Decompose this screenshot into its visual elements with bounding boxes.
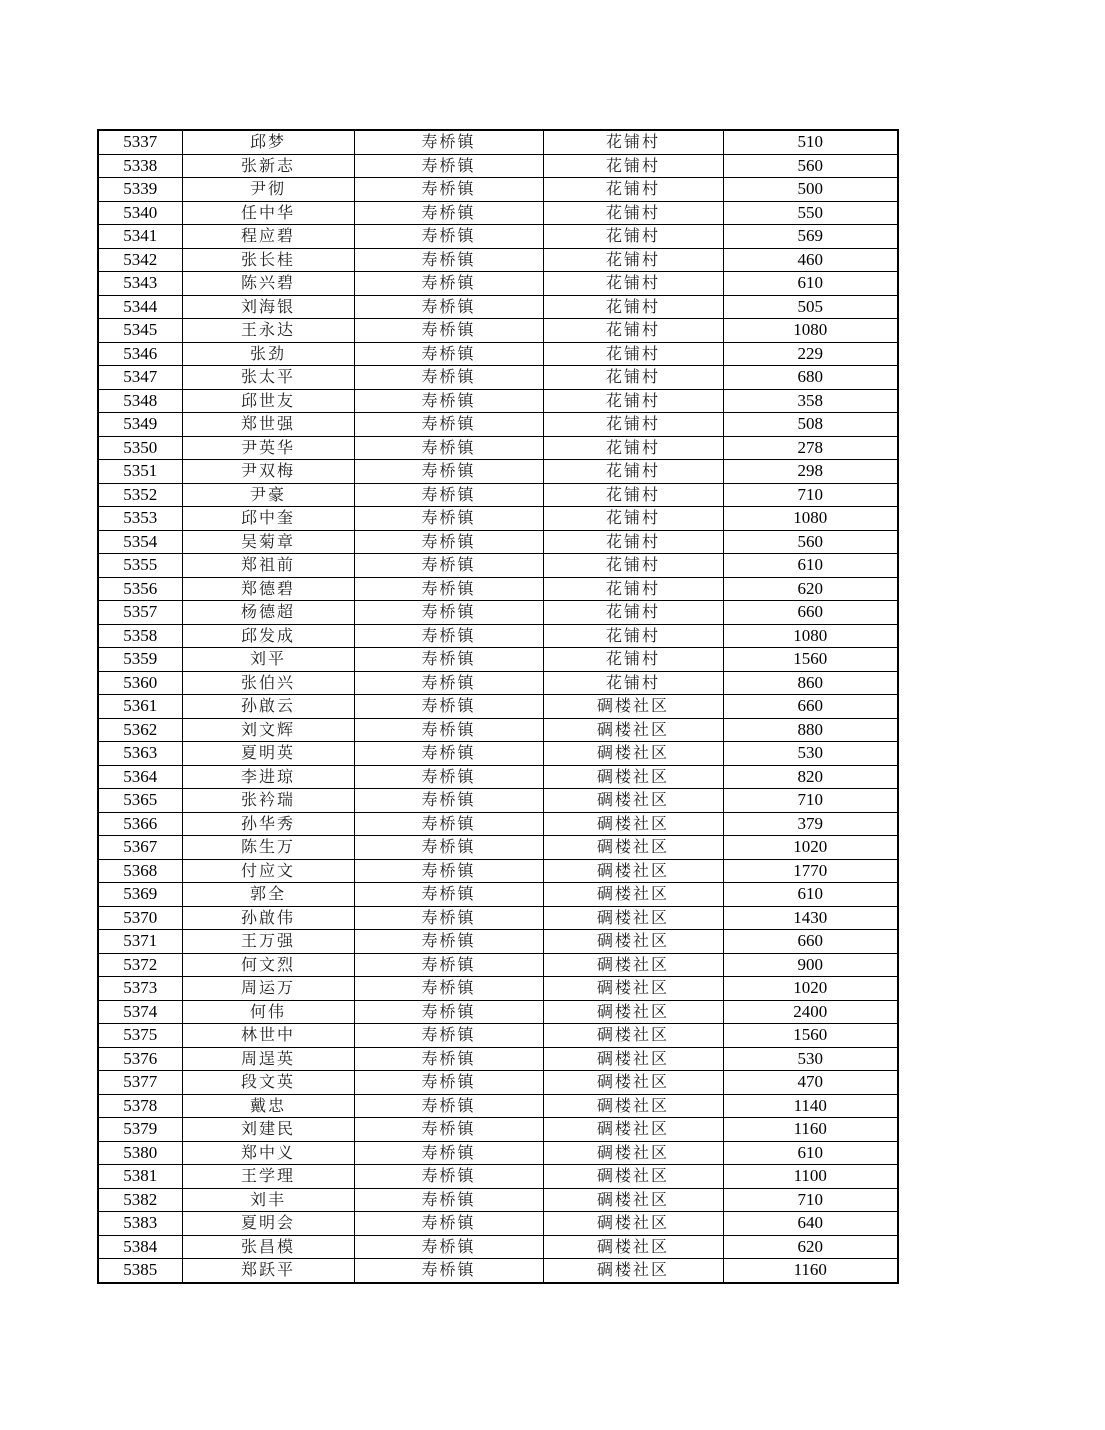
- cell-town: 寿桥镇: [354, 130, 543, 154]
- cell-amount: 620: [723, 577, 898, 601]
- cell-village: 碉楼社区: [543, 812, 723, 836]
- cell-amount: 660: [723, 930, 898, 954]
- table-row: [98, 742, 898, 766]
- cell-name: 郭全: [182, 883, 354, 907]
- cell-id: 5367: [98, 836, 182, 860]
- cell-id: 5385: [98, 1259, 182, 1283]
- table-row: [98, 178, 898, 202]
- cell-name: 孙华秀: [182, 812, 354, 836]
- cell-id: 5366: [98, 812, 182, 836]
- cell-name: 夏明英: [182, 742, 354, 766]
- table-body: [98, 130, 898, 1283]
- cell-village: 碉楼社区: [543, 1212, 723, 1236]
- cell-name: 邱世友: [182, 389, 354, 413]
- cell-amount: 1770: [723, 859, 898, 883]
- cell-amount: 500: [723, 178, 898, 202]
- table-row: [98, 154, 898, 178]
- cell-village: 花铺村: [543, 342, 723, 366]
- cell-amount: 229: [723, 342, 898, 366]
- cell-amount: 710: [723, 789, 898, 813]
- cell-village: 碉楼社区: [543, 765, 723, 789]
- cell-amount: 660: [723, 695, 898, 719]
- table-row: [98, 906, 898, 930]
- cell-village: 碉楼社区: [543, 1071, 723, 1095]
- cell-amount: 510: [723, 130, 898, 154]
- cell-amount: 1140: [723, 1094, 898, 1118]
- cell-name: 孙啟云: [182, 695, 354, 719]
- cell-id: 5342: [98, 248, 182, 272]
- cell-amount: 1430: [723, 906, 898, 930]
- cell-amount: 505: [723, 295, 898, 319]
- cell-name: 戴忠: [182, 1094, 354, 1118]
- cell-town: 寿桥镇: [354, 389, 543, 413]
- cell-amount: 860: [723, 671, 898, 695]
- cell-id: 5365: [98, 789, 182, 813]
- cell-id: 5370: [98, 906, 182, 930]
- cell-amount: 560: [723, 154, 898, 178]
- table-row: [98, 483, 898, 507]
- cell-id: 5363: [98, 742, 182, 766]
- cell-village: 碉楼社区: [543, 695, 723, 719]
- cell-amount: 680: [723, 366, 898, 390]
- cell-id: 5360: [98, 671, 182, 695]
- cell-id: 5377: [98, 1071, 182, 1095]
- cell-amount: 560: [723, 530, 898, 554]
- cell-name: 郑德碧: [182, 577, 354, 601]
- cell-name: 何文烈: [182, 953, 354, 977]
- cell-town: 寿桥镇: [354, 295, 543, 319]
- cell-name: 张太平: [182, 366, 354, 390]
- cell-village: 碉楼社区: [543, 1024, 723, 1048]
- cell-village: 花铺村: [543, 460, 723, 484]
- cell-name: 林世中: [182, 1024, 354, 1048]
- cell-name: 邱发成: [182, 624, 354, 648]
- cell-name: 尹豪: [182, 483, 354, 507]
- cell-id: 5372: [98, 953, 182, 977]
- cell-amount: 1080: [723, 319, 898, 343]
- cell-id: 5378: [98, 1094, 182, 1118]
- cell-town: 寿桥镇: [354, 530, 543, 554]
- cell-town: 寿桥镇: [354, 1000, 543, 1024]
- cell-town: 寿桥镇: [354, 1212, 543, 1236]
- cell-amount: 660: [723, 601, 898, 625]
- cell-amount: 640: [723, 1212, 898, 1236]
- cell-village: 碉楼社区: [543, 930, 723, 954]
- cell-amount: 278: [723, 436, 898, 460]
- cell-amount: 620: [723, 1235, 898, 1259]
- cell-name: 尹双梅: [182, 460, 354, 484]
- cell-village: 碉楼社区: [543, 883, 723, 907]
- cell-amount: 1160: [723, 1259, 898, 1283]
- cell-id: 5368: [98, 859, 182, 883]
- cell-name: 刘建民: [182, 1118, 354, 1142]
- cell-village: 碉楼社区: [543, 1000, 723, 1024]
- cell-id: 5348: [98, 389, 182, 413]
- cell-village: 花铺村: [543, 483, 723, 507]
- cell-id: 5340: [98, 201, 182, 225]
- cell-id: 5345: [98, 319, 182, 343]
- table-row: [98, 953, 898, 977]
- table-row: [98, 366, 898, 390]
- cell-amount: 710: [723, 1188, 898, 1212]
- cell-town: 寿桥镇: [354, 789, 543, 813]
- cell-town: 寿桥镇: [354, 742, 543, 766]
- cell-town: 寿桥镇: [354, 483, 543, 507]
- cell-name: 张衿瑞: [182, 789, 354, 813]
- table-row: [98, 507, 898, 531]
- cell-amount: 1080: [723, 507, 898, 531]
- cell-town: 寿桥镇: [354, 1118, 543, 1142]
- table-row: [98, 1141, 898, 1165]
- cell-id: 5373: [98, 977, 182, 1001]
- cell-village: 花铺村: [543, 366, 723, 390]
- cell-name: 尹英华: [182, 436, 354, 460]
- cell-town: 寿桥镇: [354, 695, 543, 719]
- cell-amount: 298: [723, 460, 898, 484]
- table-row: [98, 859, 898, 883]
- cell-village: 花铺村: [543, 178, 723, 202]
- cell-name: 杨德超: [182, 601, 354, 625]
- table-row: [98, 1071, 898, 1095]
- cell-name: 夏明会: [182, 1212, 354, 1236]
- cell-village: 碉楼社区: [543, 953, 723, 977]
- table-row: [98, 1094, 898, 1118]
- cell-amount: 530: [723, 742, 898, 766]
- cell-town: 寿桥镇: [354, 1024, 543, 1048]
- table-row: [98, 295, 898, 319]
- cell-town: 寿桥镇: [354, 671, 543, 695]
- cell-amount: 610: [723, 1141, 898, 1165]
- cell-town: 寿桥镇: [354, 648, 543, 672]
- cell-name: 周运万: [182, 977, 354, 1001]
- cell-id: 5359: [98, 648, 182, 672]
- cell-village: 碉楼社区: [543, 1235, 723, 1259]
- cell-name: 邱梦: [182, 130, 354, 154]
- cell-town: 寿桥镇: [354, 953, 543, 977]
- cell-id: 5379: [98, 1118, 182, 1142]
- cell-village: 碉楼社区: [543, 1165, 723, 1189]
- cell-id: 5337: [98, 130, 182, 154]
- cell-id: 5347: [98, 366, 182, 390]
- cell-town: 寿桥镇: [354, 1235, 543, 1259]
- cell-village: 碉楼社区: [543, 1094, 723, 1118]
- cell-village: 花铺村: [543, 436, 723, 460]
- cell-amount: 610: [723, 883, 898, 907]
- cell-amount: 569: [723, 225, 898, 249]
- cell-town: 寿桥镇: [354, 272, 543, 296]
- cell-village: 碉楼社区: [543, 1141, 723, 1165]
- cell-town: 寿桥镇: [354, 178, 543, 202]
- data-table: [97, 129, 899, 1284]
- table-row: [98, 201, 898, 225]
- cell-id: 5376: [98, 1047, 182, 1071]
- cell-name: 郑中义: [182, 1141, 354, 1165]
- cell-id: 5374: [98, 1000, 182, 1024]
- cell-village: 碉楼社区: [543, 859, 723, 883]
- table-row: [98, 319, 898, 343]
- cell-id: 5338: [98, 154, 182, 178]
- cell-village: 花铺村: [543, 507, 723, 531]
- table-row: [98, 1235, 898, 1259]
- cell-id: 5354: [98, 530, 182, 554]
- cell-name: 张伯兴: [182, 671, 354, 695]
- cell-village: 碉楼社区: [543, 789, 723, 813]
- cell-amount: 530: [723, 1047, 898, 1071]
- cell-amount: 358: [723, 389, 898, 413]
- cell-name: 刘丰: [182, 1188, 354, 1212]
- table-row: [98, 413, 898, 437]
- table-row: [98, 812, 898, 836]
- cell-town: 寿桥镇: [354, 1071, 543, 1095]
- cell-town: 寿桥镇: [354, 436, 543, 460]
- cell-town: 寿桥镇: [354, 1188, 543, 1212]
- cell-village: 花铺村: [543, 554, 723, 578]
- cell-town: 寿桥镇: [354, 765, 543, 789]
- cell-town: 寿桥镇: [354, 413, 543, 437]
- cell-town: 寿桥镇: [354, 883, 543, 907]
- cell-town: 寿桥镇: [354, 577, 543, 601]
- cell-village: 花铺村: [543, 154, 723, 178]
- cell-village: 花铺村: [543, 530, 723, 554]
- table-row: [98, 248, 898, 272]
- cell-name: 刘海银: [182, 295, 354, 319]
- cell-village: 花铺村: [543, 201, 723, 225]
- cell-town: 寿桥镇: [354, 859, 543, 883]
- cell-id: 5339: [98, 178, 182, 202]
- cell-town: 寿桥镇: [354, 225, 543, 249]
- cell-name: 郑跃平: [182, 1259, 354, 1283]
- cell-name: 张新志: [182, 154, 354, 178]
- cell-id: 5375: [98, 1024, 182, 1048]
- cell-id: 5383: [98, 1212, 182, 1236]
- cell-amount: 379: [723, 812, 898, 836]
- table-row: [98, 342, 898, 366]
- cell-village: 花铺村: [543, 248, 723, 272]
- cell-village: 花铺村: [543, 648, 723, 672]
- cell-id: 5356: [98, 577, 182, 601]
- cell-name: 付应文: [182, 859, 354, 883]
- cell-name: 王万强: [182, 930, 354, 954]
- table-row: [98, 436, 898, 460]
- cell-name: 周逞英: [182, 1047, 354, 1071]
- cell-id: 5349: [98, 413, 182, 437]
- table-row: [98, 1118, 898, 1142]
- cell-amount: 1560: [723, 1024, 898, 1048]
- table-row: [98, 389, 898, 413]
- cell-name: 陈兴碧: [182, 272, 354, 296]
- cell-name: 李进琼: [182, 765, 354, 789]
- cell-id: 5351: [98, 460, 182, 484]
- cell-id: 5341: [98, 225, 182, 249]
- cell-town: 寿桥镇: [354, 624, 543, 648]
- cell-id: 5350: [98, 436, 182, 460]
- cell-id: 5381: [98, 1165, 182, 1189]
- cell-village: 花铺村: [543, 624, 723, 648]
- cell-town: 寿桥镇: [354, 1094, 543, 1118]
- cell-name: 王永达: [182, 319, 354, 343]
- cell-town: 寿桥镇: [354, 906, 543, 930]
- cell-name: 程应碧: [182, 225, 354, 249]
- table-row: [98, 225, 898, 249]
- cell-town: 寿桥镇: [354, 154, 543, 178]
- table-row: [98, 977, 898, 1001]
- cell-village: 花铺村: [543, 389, 723, 413]
- cell-amount: 1100: [723, 1165, 898, 1189]
- table-row: [98, 460, 898, 484]
- cell-id: 5357: [98, 601, 182, 625]
- table-row: [98, 789, 898, 813]
- table-row: [98, 1000, 898, 1024]
- cell-town: 寿桥镇: [354, 977, 543, 1001]
- cell-amount: 470: [723, 1071, 898, 1095]
- table-row: [98, 624, 898, 648]
- cell-town: 寿桥镇: [354, 1047, 543, 1071]
- table-row: [98, 1212, 898, 1236]
- cell-town: 寿桥镇: [354, 812, 543, 836]
- cell-id: 5352: [98, 483, 182, 507]
- cell-amount: 2400: [723, 1000, 898, 1024]
- cell-amount: 880: [723, 718, 898, 742]
- cell-town: 寿桥镇: [354, 201, 543, 225]
- cell-amount: 1020: [723, 977, 898, 1001]
- cell-name: 陈生万: [182, 836, 354, 860]
- cell-amount: 820: [723, 765, 898, 789]
- cell-id: 5382: [98, 1188, 182, 1212]
- cell-amount: 460: [723, 248, 898, 272]
- cell-id: 5346: [98, 342, 182, 366]
- cell-town: 寿桥镇: [354, 554, 543, 578]
- table-row: [98, 1024, 898, 1048]
- table-row: [98, 671, 898, 695]
- cell-name: 刘平: [182, 648, 354, 672]
- cell-id: 5361: [98, 695, 182, 719]
- table-row: [98, 1165, 898, 1189]
- cell-village: 花铺村: [543, 225, 723, 249]
- cell-town: 寿桥镇: [354, 930, 543, 954]
- cell-amount: 1560: [723, 648, 898, 672]
- cell-amount: 1160: [723, 1118, 898, 1142]
- cell-name: 郑世强: [182, 413, 354, 437]
- table-row: [98, 530, 898, 554]
- table-row: [98, 1047, 898, 1071]
- cell-name: 何伟: [182, 1000, 354, 1024]
- cell-village: 碉楼社区: [543, 1118, 723, 1142]
- cell-name: 王学理: [182, 1165, 354, 1189]
- cell-village: 花铺村: [543, 413, 723, 437]
- cell-town: 寿桥镇: [354, 460, 543, 484]
- cell-amount: 710: [723, 483, 898, 507]
- cell-id: 5362: [98, 718, 182, 742]
- cell-name: 尹彻: [182, 178, 354, 202]
- cell-village: 碉楼社区: [543, 836, 723, 860]
- cell-town: 寿桥镇: [354, 1165, 543, 1189]
- cell-name: 任中华: [182, 201, 354, 225]
- cell-id: 5353: [98, 507, 182, 531]
- table-row: [98, 883, 898, 907]
- cell-name: 张昌模: [182, 1235, 354, 1259]
- cell-town: 寿桥镇: [354, 342, 543, 366]
- table-row: [98, 930, 898, 954]
- table-row: [98, 1259, 898, 1283]
- table-row: [98, 836, 898, 860]
- table-row: [98, 601, 898, 625]
- cell-id: 5369: [98, 883, 182, 907]
- cell-id: 5371: [98, 930, 182, 954]
- cell-village: 花铺村: [543, 319, 723, 343]
- cell-village: 花铺村: [543, 577, 723, 601]
- cell-name: 张劲: [182, 342, 354, 366]
- cell-amount: 1080: [723, 624, 898, 648]
- cell-village: 碉楼社区: [543, 1047, 723, 1071]
- cell-name: 段文英: [182, 1071, 354, 1095]
- cell-town: 寿桥镇: [354, 319, 543, 343]
- cell-village: 碉楼社区: [543, 718, 723, 742]
- cell-village: 碉楼社区: [543, 977, 723, 1001]
- cell-amount: 610: [723, 272, 898, 296]
- cell-name: 郑祖前: [182, 554, 354, 578]
- table-row: [98, 718, 898, 742]
- cell-town: 寿桥镇: [354, 1259, 543, 1283]
- cell-amount: 550: [723, 201, 898, 225]
- cell-name: 张长桂: [182, 248, 354, 272]
- cell-name: 刘文辉: [182, 718, 354, 742]
- cell-id: 5364: [98, 765, 182, 789]
- cell-village: 花铺村: [543, 130, 723, 154]
- cell-village: 碉楼社区: [543, 742, 723, 766]
- cell-village: 花铺村: [543, 272, 723, 296]
- cell-amount: 900: [723, 953, 898, 977]
- cell-village: 碉楼社区: [543, 1188, 723, 1212]
- cell-amount: 610: [723, 554, 898, 578]
- cell-name: 邱中奎: [182, 507, 354, 531]
- cell-town: 寿桥镇: [354, 718, 543, 742]
- table-row: [98, 648, 898, 672]
- cell-id: 5343: [98, 272, 182, 296]
- cell-amount: 1020: [723, 836, 898, 860]
- table-row: [98, 577, 898, 601]
- cell-village: 花铺村: [543, 601, 723, 625]
- cell-village: 花铺村: [543, 295, 723, 319]
- cell-id: 5380: [98, 1141, 182, 1165]
- cell-town: 寿桥镇: [354, 507, 543, 531]
- cell-amount: 508: [723, 413, 898, 437]
- cell-village: 花铺村: [543, 671, 723, 695]
- cell-town: 寿桥镇: [354, 836, 543, 860]
- cell-id: 5384: [98, 1235, 182, 1259]
- cell-town: 寿桥镇: [354, 248, 543, 272]
- cell-village: 碉楼社区: [543, 906, 723, 930]
- cell-village: 碉楼社区: [543, 1259, 723, 1283]
- cell-name: 孙啟伟: [182, 906, 354, 930]
- cell-town: 寿桥镇: [354, 1141, 543, 1165]
- cell-id: 5358: [98, 624, 182, 648]
- table-row: [98, 272, 898, 296]
- table-row: [98, 765, 898, 789]
- table-row: [98, 1188, 898, 1212]
- cell-town: 寿桥镇: [354, 601, 543, 625]
- table-row: [98, 554, 898, 578]
- cell-town: 寿桥镇: [354, 366, 543, 390]
- cell-id: 5344: [98, 295, 182, 319]
- table-row: [98, 130, 898, 154]
- table-row: [98, 695, 898, 719]
- cell-id: 5355: [98, 554, 182, 578]
- cell-name: 吴菊章: [182, 530, 354, 554]
